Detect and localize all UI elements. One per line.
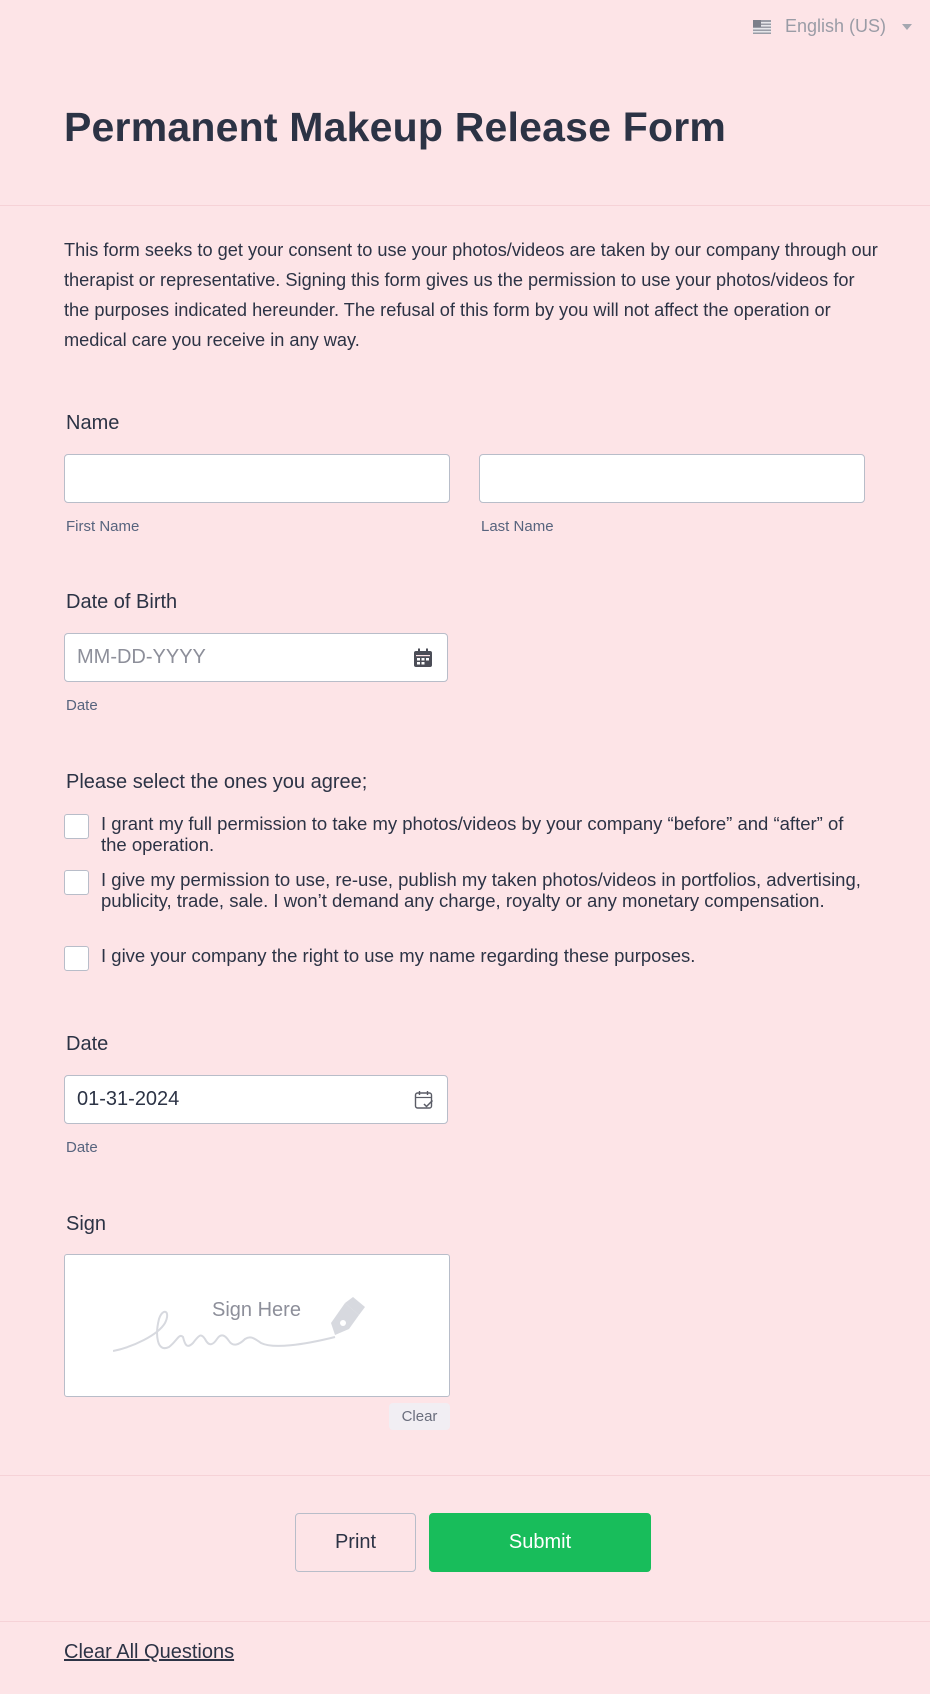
language-label: English (US) bbox=[784, 16, 886, 36]
agree-option-text: I grant my full permission to take my photos/videos by your company “before” and “after” of the operation. bbox=[101, 813, 844, 855]
agree-checkbox-3[interactable] bbox=[64, 946, 89, 971]
language-selector[interactable] bbox=[753, 16, 912, 37]
agree-checkbox-1[interactable] bbox=[64, 814, 89, 839]
chevron-down-icon bbox=[902, 24, 912, 30]
calendar-check-icon[interactable] bbox=[414, 1090, 434, 1110]
agree-option-text: I give your company the right to use my name regarding these purposes. bbox=[101, 945, 696, 966]
sign-hint: Sign Here bbox=[212, 1299, 301, 1321]
agree-option[interactable] bbox=[64, 945, 861, 971]
us-flag-icon bbox=[753, 20, 771, 34]
first-name-input[interactable] bbox=[64, 454, 450, 503]
agree-option[interactable] bbox=[64, 869, 861, 911]
date-label: Date bbox=[66, 1033, 109, 1055]
agree-option-text: I give my permission to use, re-use, publish my taken photos/videos in portfolios, advertising, publicity, trade, sale. I won’t demand any charge, royalty or any monetary compensation. bbox=[101, 869, 861, 911]
sign-label: Sign bbox=[66, 1213, 107, 1235]
signature-scribble-icon bbox=[113, 1295, 393, 1365]
clear-signature-button[interactable]: Clear bbox=[389, 1403, 450, 1430]
dob-input[interactable] bbox=[64, 633, 448, 682]
dob-label: Date of Birth bbox=[66, 591, 178, 613]
agree-option[interactable] bbox=[64, 813, 861, 855]
date-sublabel: Date bbox=[66, 1139, 98, 1156]
bottom-divider bbox=[0, 1621, 930, 1622]
calendar-icon[interactable] bbox=[413, 648, 433, 668]
last-name-input[interactable] bbox=[479, 454, 865, 503]
submit-button[interactable]: Submit bbox=[429, 1513, 651, 1572]
print-button[interactable]: Print bbox=[295, 1513, 416, 1572]
name-label: Name bbox=[66, 412, 120, 434]
form-intro: This form seeks to get your consent to use your photos/videos are taken by our company through our therapist or representative. Signing this form gives us the permission to use your photos/videos for the purposes indicated hereunder. The refusal of this form by you will not affect the operation or medical care you receive in any way. bbox=[64, 240, 878, 350]
last-name-sublabel: Last Name bbox=[481, 518, 554, 535]
dob-sublabel: Date bbox=[66, 697, 98, 714]
header-divider bbox=[0, 205, 930, 206]
date-input[interactable] bbox=[64, 1075, 448, 1124]
footer-divider bbox=[0, 1475, 930, 1476]
clear-all-questions-link[interactable]: Clear All Questions bbox=[64, 1641, 235, 1663]
agree-label: Please select the ones you agree; bbox=[66, 771, 368, 793]
signature-pad[interactable] bbox=[64, 1254, 450, 1397]
first-name-sublabel: First Name bbox=[66, 518, 140, 535]
agree-checkbox-2[interactable] bbox=[64, 870, 89, 895]
form-title: Permanent Makeup Release Form bbox=[64, 104, 727, 150]
